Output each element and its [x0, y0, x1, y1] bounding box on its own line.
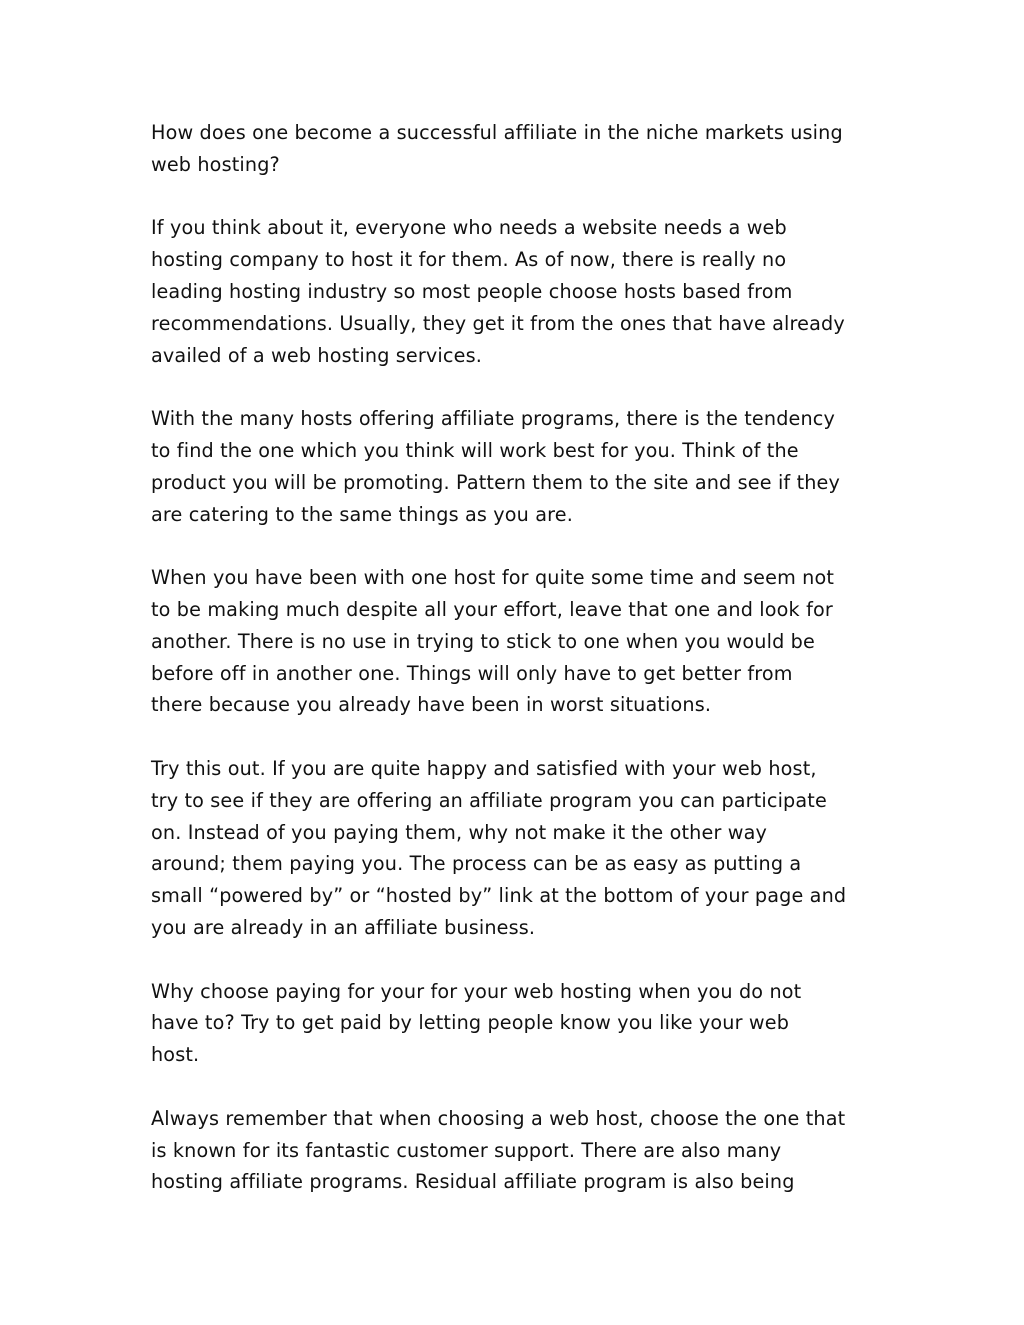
text-line: small “powered by” or “hosted by” link at the bottom of your page and — [151, 884, 847, 908]
paragraph — [151, 117, 881, 181]
paragraph — [151, 212, 881, 371]
text-line: to be making much despite all your effort, leave that one and look for — [151, 597, 833, 621]
text-line: If you think about it, everyone who needs a website needs a web — [151, 216, 787, 240]
paragraph — [151, 403, 881, 530]
paragraph — [151, 753, 881, 944]
text-line: When you have been with one host for quite some time and seem not — [151, 566, 835, 590]
text-line: hosting affiliate programs. Residual affiliate program is also being — [151, 1170, 795, 1194]
paragraph — [151, 976, 881, 1071]
text-line: you are already in an affiliate business. — [151, 915, 536, 939]
text-line: are catering to the same things as you are. — [151, 502, 573, 526]
text-line: recommendations. Usually, they get it from the ones that have already — [151, 311, 845, 335]
text-line: around; them paying you. The process can be as easy as putting a — [151, 852, 802, 876]
text-line: Why choose paying for your for your web hosting when you do not — [151, 979, 802, 1003]
text-line: host. — [151, 1043, 200, 1067]
text-line: Try this out. If you are quite happy and satisfied with your web host, — [151, 756, 817, 780]
text-line: to find the one which you think will work best for you. Think of the — [151, 438, 799, 462]
text-line: try to see if they are offering an affiliate program you can participate — [151, 788, 827, 812]
text-line: is known for its fantastic customer support. There are also many — [151, 1138, 782, 1162]
text-line: another. There is no use in trying to stick to one when you would be — [151, 629, 815, 653]
text-line: leading hosting industry so most people choose hosts based from — [151, 279, 793, 303]
text-line: on. Instead of you paying them, why not make it the other way — [151, 820, 767, 844]
text-line: Always remember that when choosing a web host, choose the one that — [151, 1106, 846, 1130]
text-line: hosting company to host it for them. As of now, there is really no — [151, 248, 787, 272]
paragraph — [151, 562, 881, 721]
text-line: there because you already have been in worst situations. — [151, 693, 712, 717]
text-line: have to? Try to get paid by letting people know you like your web — [151, 1011, 790, 1035]
paragraph — [151, 1103, 881, 1198]
text-line: availed of a web hosting services. — [151, 343, 482, 367]
text-line: How does one become a successful affiliate in the niche markets using — [151, 121, 843, 144]
text-line: With the many hosts offering affiliate programs, there is the tendency — [151, 407, 836, 431]
text-line: before off in another one. Things will only have to get better from — [151, 661, 793, 685]
text-line: web hosting? — [151, 152, 280, 176]
text-line: product you will be promoting. Pattern them to the site and see if they — [151, 470, 841, 494]
document-body — [151, 117, 881, 1230]
